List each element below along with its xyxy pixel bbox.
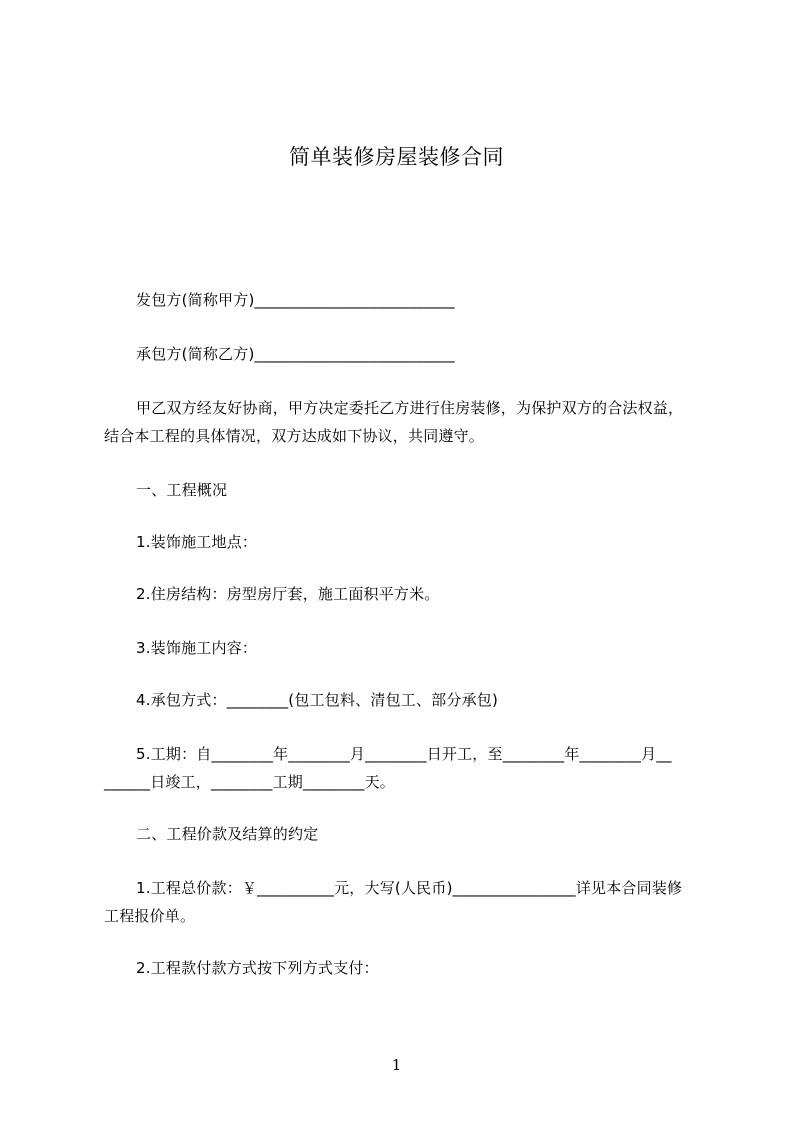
item-1-1: 1.装饰施工地点： xyxy=(136,533,258,551)
item-1-5-line-1: 5.工期：自________年________月________日开工，至________年________月__ xyxy=(136,745,672,763)
item-2-2: 2.工程款付款方式按下列方式支付： xyxy=(136,959,379,977)
section2-heading: 二、工程价款及结算的约定 xyxy=(136,825,319,843)
section1-heading: 一、工程概况 xyxy=(136,481,228,499)
contract-title: 简单装修房屋装修合同 xyxy=(289,145,504,169)
item-1-2: 2.住房结构：房型房厅套，施工面积平方米。 xyxy=(136,585,440,603)
item-1-3: 3.装饰施工内容： xyxy=(136,639,258,657)
page-number: 1 xyxy=(391,1056,402,1074)
intro-line-1: 甲乙双方经友好协商，甲方决定委托乙方进行住房装修，为保护双方的合法权益， xyxy=(136,399,684,417)
item-2-1-line-1: 1.工程总价款：￥__________元，大写(人民币)________________详见本合同装修 xyxy=(136,879,683,897)
party-b-line: 承包方(简称乙方)__________________________ xyxy=(136,345,455,363)
party-a-line: 发包方(简称甲方)__________________________ xyxy=(136,291,455,309)
item-2-1-line-2: 工程报价单。 xyxy=(104,907,196,925)
item-1-5-line-2: ______日竣工，________工期________天。 xyxy=(104,773,396,791)
intro-line-2: 结合本工程的具体情况，双方达成如下协议，共同遵守。 xyxy=(104,427,485,445)
item-1-4: 4.承包方式：________(包工包料、清包工、部分承包) xyxy=(136,691,499,709)
